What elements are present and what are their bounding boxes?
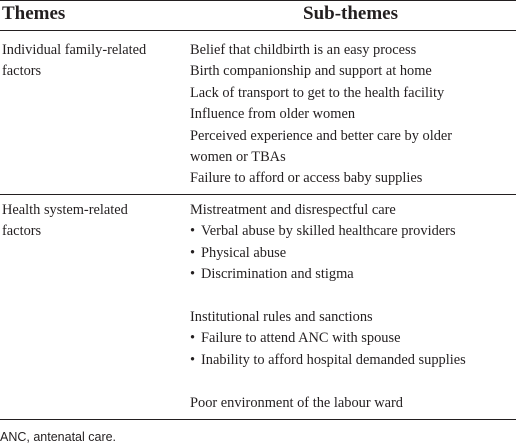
group-title: Mistreatment and disrespectful care	[190, 202, 396, 218]
group-title: Institutional rules and sanctions	[190, 309, 373, 326]
sub-theme-line: Failure to afford or access baby supplies	[190, 170, 423, 187]
group-title: Poor environment of the labour ward	[190, 394, 404, 411]
column-header-themes: Themes	[2, 3, 66, 24]
table-footnote: ANC, antenatal care.	[0, 430, 117, 444]
bullet-item: • Verbal abuse by skilled healthcare providers	[190, 221, 466, 242]
bullet-item: • Physical abuse	[190, 243, 466, 264]
sub-themes-cell-individual	[190, 40, 452, 190]
sub-theme-line: Perceived experience and better care by older	[190, 127, 453, 144]
spacer	[190, 286, 466, 307]
column-header-sub-themes: Sub-themes	[303, 3, 399, 24]
header-rule	[0, 30, 516, 31]
row-rule	[0, 194, 516, 195]
bullet-item: • Discrimination and stigma	[190, 264, 466, 285]
spacer	[190, 371, 466, 392]
bottom-rule	[0, 419, 516, 420]
sub-theme-line: Birth companionship and support at home	[190, 63, 432, 80]
bullet-item: • Failure to attend ANC with spouse	[190, 328, 466, 349]
theme-line: Individual family-related	[2, 42, 147, 58]
top-rule	[0, 0, 516, 1]
sub-theme-line: Lack of transport to get to the health facility	[190, 84, 445, 101]
theme-line: factors	[2, 63, 42, 80]
theme-line: Health system-related	[2, 202, 128, 218]
sub-theme-line: women or TBAs	[190, 149, 286, 166]
sub-theme-line: Belief that childbirth is an easy process	[190, 42, 417, 58]
theme-cell-health-system	[2, 200, 128, 243]
bullet-item: • Inability to afford hospital demanded supplies	[190, 350, 466, 371]
theme-line: factors	[2, 223, 42, 240]
sub-themes-cell-health-system	[190, 200, 466, 414]
theme-cell-individual	[2, 40, 146, 83]
sub-theme-line: Influence from older women	[190, 106, 356, 123]
